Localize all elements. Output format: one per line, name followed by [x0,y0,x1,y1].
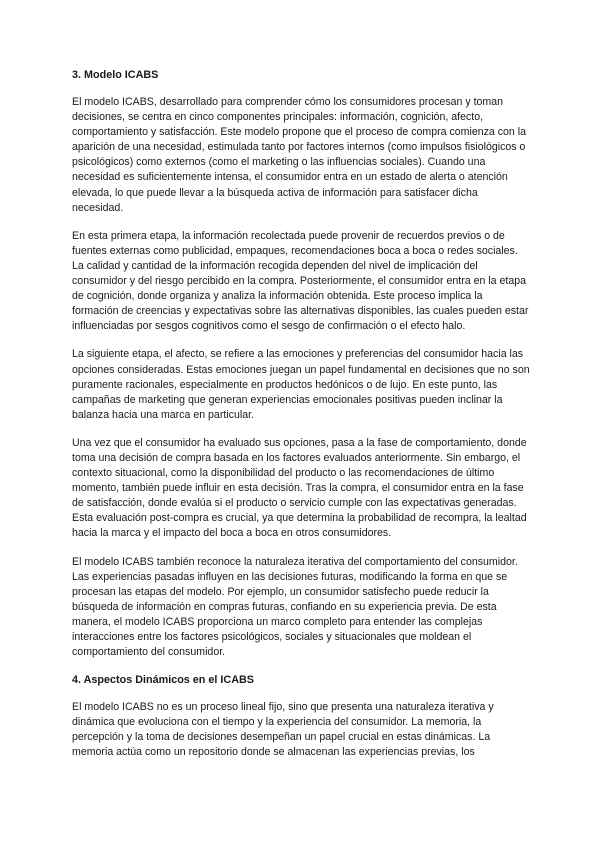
paragraph-5: El modelo ICABS también reconoce la naturaleza iterativa del comportamiento del consumidor. Las experiencias pasadas influyen en las decisiones futuras, modificando la forma en que se procesan las etapas del modelo. Por ejemplo, un consumidor satisfecho puede reducir la búsqueda de información en compras futuras, confiando en su experiencia previa. De esta manera, el modelo ICABS proporciona un marco completo para entender las complejas interacciones entre los factores psicológicos, sociales y situacionales que moldean el comportamiento del consumidor. [72,555,518,659]
paragraph-2: En esta primera etapa, la información recolectada puede provenir de recuerdos previos o de fuentes externas como publicidad, empaques, recomendaciones boca a boca o redes sociales. La calidad y cantidad de la información recogida dependen del nivel de implicación del consumidor y del riesgo percibido en la compra. Posteriormente, el consumidor entra en la etapa de cognición, donde organiza y analiza la información obtenida. Este proceso implica la formación de creencias y expectativas sobre las alternativas disponibles, las cuales pueden estar influenciadas por sesgos cognitivos como el sesgo de confirmación o el efecto halo. [72,229,529,333]
page-content [72,68,530,774]
paragraph-6: El modelo ICABS no es un proceso lineal fijo, sino que presenta una naturaleza iterativa y dinámica que evoluciona con el tiempo y la experiencia del consumidor. La memoria, la percepción y la toma de decisiones desempeñan un papel crucial en estas dinámicas. La memoria actúa como un repositorio donde se almacenan las experiencias previas, los [72,701,494,759]
section-4-title: 4. Aspectos Dinámicos en el ICABS [72,674,255,687]
paragraph-3: La siguiente etapa, el afecto, se refiere a las emociones y preferencias del consumidor hacia las opciones consideradas. Estas emociones juegan un papel fundamental en decisiones que no son puramente racionales, especialmente en productos hedónicos o de lujo. En este punto, las campañas de marketing que generan experiencias emocionales positivas pueden inclinar la balanza hacia una marca en particular. [72,348,530,421]
paragraph-4: Una vez que el consumidor ha evaluado sus opciones, pasa a la fase de comportamiento, donde toma una decisión de compra basada en los factores evaluados anteriormente. Sin embargo, el contexto situacional, como la disponibilidad del producto o las recomendaciones de último momento, también puede influir en esta decisión. Tras la compra, el consumidor entra en la fase de satisfacción, donde evalúa si el producto o servicio cumple con las expectativas generadas. Esta evaluación post-compra es crucial, ya que determina la probabilidad de recompra, la lealtad hacia la marca y el impacto del boca a boca en otros consumidores. [72,436,527,540]
paragraph-1: El modelo ICABS, desarrollado para comprender cómo los consumidores procesan y toman decisiones, se centra en cinco componentes principales: información, cognición, afecto, comportamiento y satisfacción. Este modelo propone que el proceso de compra comienza con la aparición de una necesidad, estimulada tanto por factores internos (como impulsos fisiológicos o psicológicos) como externos (como el marketing o las influencias sociales). Cuando una necesidad es suficientemente intensa, el consumidor entra en un estado de alerta o atención elevada, lo que puede llevar a la búsqueda activa de información para satisfacer dicha necesidad. [72,96,527,214]
section-3-title: 3. Modelo ICABS [72,69,159,81]
